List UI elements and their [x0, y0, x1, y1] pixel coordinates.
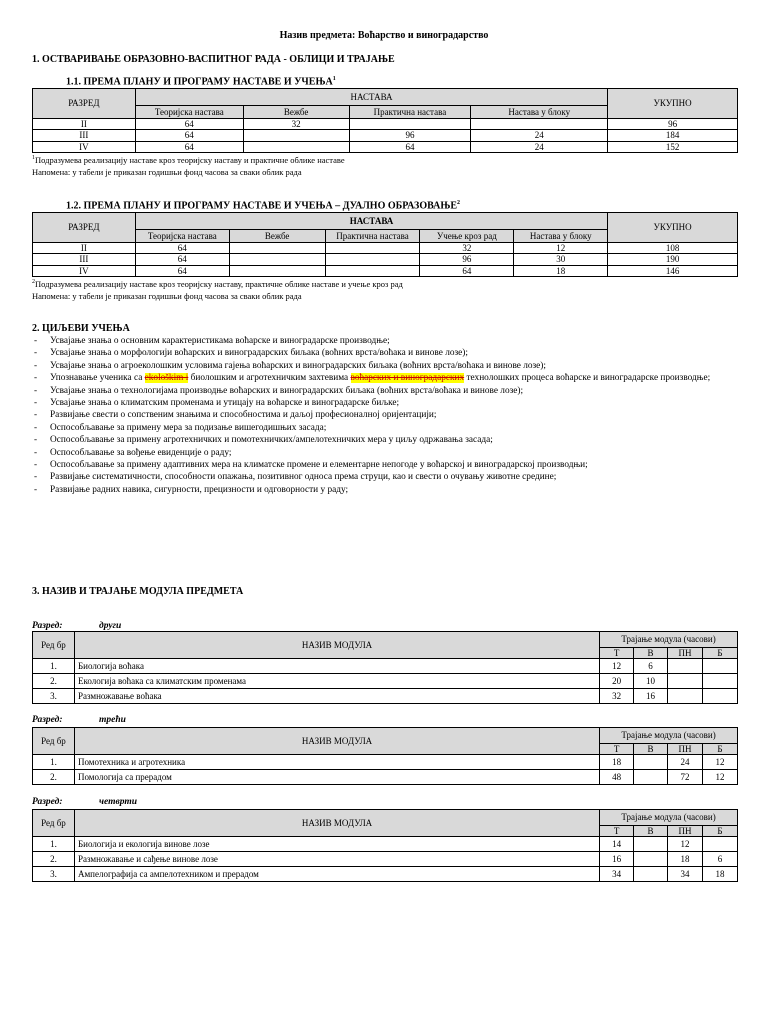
value-cell: 32: [420, 243, 514, 254]
value-cell: 64: [135, 243, 229, 254]
list-item: - Оспособљавање за примену мера за подизање вишегодишњих засада;: [32, 422, 738, 434]
hdr-no: Ред бр: [33, 632, 75, 659]
hdr-module-name: НАЗИВ МОДУЛА: [74, 728, 599, 755]
table-2-heading: 1.2. ПРЕМА ПЛАНУ И ПРОГРАМУ НАСТАВЕ И УЧЕЊА – ДУАЛНО ОБРАЗОВАЊЕ$^2$: [66, 200, 461, 212]
grade-label: Разред:: [32, 621, 63, 631]
table-row: [33, 254, 738, 265]
grade-name: трећи: [99, 715, 126, 725]
value-cell: [668, 689, 703, 704]
row-number: 1.: [33, 837, 75, 852]
value-cell: 12: [703, 770, 738, 785]
module-name: Размножавање и сађење винове лозе: [74, 852, 599, 867]
grade-label: Разред:: [32, 797, 63, 807]
value-cell: [634, 837, 668, 852]
t2-col-header: Учење кроз рад: [420, 230, 514, 243]
table-row: [33, 119, 738, 130]
total-cell: 190: [608, 254, 738, 265]
table-row: [33, 837, 738, 852]
value-cell: [634, 755, 668, 770]
hdr-module-name: НАЗИВ МОДУЛА: [74, 810, 599, 837]
row-number: 1.: [33, 755, 75, 770]
list-item: - Оспособљавање за вођење евиденције о раду;: [32, 447, 738, 459]
modules-table-grade-4: [32, 809, 738, 882]
grade-cell: II: [33, 243, 136, 254]
value-cell: [634, 867, 668, 882]
value-cell: [703, 659, 738, 674]
hdr-duration: Трајање модула (часови): [600, 728, 738, 744]
value-cell: [703, 837, 738, 852]
hdr-col: ПН: [668, 826, 703, 837]
value-cell: [703, 674, 738, 689]
value-cell: 18: [600, 755, 634, 770]
row-number: 2.: [33, 852, 75, 867]
value-cell: 64: [420, 265, 514, 276]
table-row: [33, 130, 738, 141]
grade-cell: II: [33, 119, 136, 130]
t1-col-header: Практична настава: [349, 106, 471, 119]
value-cell: 12: [668, 837, 703, 852]
table-row: [33, 141, 738, 152]
value-cell: 12: [514, 243, 608, 254]
grade-name: четврти: [99, 797, 138, 807]
modules-table-grade-2: [32, 631, 738, 704]
value-cell: 64: [135, 130, 243, 141]
t2-nastava-header: НАСТАВА: [135, 213, 607, 230]
value-cell: [229, 254, 325, 265]
hdr-col: В: [634, 744, 668, 755]
value-cell: 16: [600, 852, 634, 867]
table-row: [33, 674, 738, 689]
section-3-heading: 3. НАЗИВ И ТРАЈАЊЕ МОДУЛА ПРЕДМЕТА: [32, 586, 244, 597]
table-row: [33, 265, 738, 276]
list-item: - Усвајање знања о основним карактеристикама воћарске и виноградарске производње;: [32, 335, 738, 347]
value-cell: 32: [600, 689, 634, 704]
value-cell: [703, 689, 738, 704]
total-cell: 152: [608, 141, 738, 152]
value-cell: [668, 659, 703, 674]
module-name: Размножавање воћака: [74, 689, 599, 704]
value-cell: 32: [243, 119, 349, 130]
table-row: [33, 852, 738, 867]
row-number: 3.: [33, 867, 75, 882]
value-cell: 24: [471, 141, 608, 152]
value-cell: [325, 265, 420, 276]
value-cell: 64: [135, 265, 229, 276]
value-cell: 10: [634, 674, 668, 689]
value-cell: 34: [600, 867, 634, 882]
value-cell: 64: [135, 119, 243, 130]
hdr-col: В: [634, 648, 668, 659]
hdr-col: Б: [703, 826, 738, 837]
table-1-hours: [32, 88, 738, 153]
value-cell: 18: [514, 265, 608, 276]
t1-col-header: Настава у блоку: [471, 106, 608, 119]
section-2-heading: 2. ЦИЉЕВИ УЧЕЊА: [32, 323, 130, 334]
grade-cell: III: [33, 130, 136, 141]
value-cell: 12: [600, 659, 634, 674]
hdr-module-name: НАЗИВ МОДУЛА: [74, 632, 599, 659]
grade-label: Разред:: [32, 715, 63, 725]
t2-grade-header: РАЗРЕД: [33, 213, 136, 243]
grade-cell: III: [33, 254, 136, 265]
table-2-remark: Напомена: у табели је приказан годишњи фонд часова за сваки облик рада: [32, 291, 302, 301]
module-name: Ампелографија са ампелотехником и прерадом: [74, 867, 599, 882]
total-cell: 146: [608, 265, 738, 276]
module-name: Биологија воћака: [74, 659, 599, 674]
value-cell: 14: [600, 837, 634, 852]
row-number: 1.: [33, 659, 75, 674]
t1-nastava-header: НАСТАВА: [135, 89, 607, 106]
value-cell: 96: [420, 254, 514, 265]
total-cell: 184: [608, 130, 738, 141]
row-number: 2.: [33, 770, 75, 785]
module-name: Екологија воћака са климатским променама: [74, 674, 599, 689]
modules-table-grade-3: [32, 727, 738, 785]
grade-cell: IV: [33, 265, 136, 276]
hdr-duration: Трајање модула (часови): [600, 810, 738, 826]
t2-col-header: Практична настава: [325, 230, 420, 243]
table-row: [33, 689, 738, 704]
value-cell: [668, 674, 703, 689]
value-cell: 18: [703, 867, 738, 882]
subject-title: Назив предмета: Воћарство и виноградарство: [279, 30, 489, 41]
total-cell: 96: [608, 119, 738, 130]
list-item: - Усвајање знања о морфологији воћарских и виноградарских биљака (воћних врста/воћака и винове лозе);: [32, 347, 738, 359]
list-item: - Усвајање знања о технологијама производње воћарских и виноградарских биљака (воћних врста/воћака и винове лозе);: [32, 385, 738, 397]
struck-text: ekološkim i: [144, 373, 189, 384]
list-item: - Оспособљавање за примену адаптивних мера на климатске промене и елементарне непогоде у воћарској и виноградарској производњи;: [32, 459, 738, 471]
hdr-col: Т: [600, 648, 634, 659]
value-cell: 30: [514, 254, 608, 265]
value-cell: 12: [703, 755, 738, 770]
hdr-no: Ред бр: [33, 810, 75, 837]
table-row: [33, 755, 738, 770]
value-cell: 6: [703, 852, 738, 867]
value-cell: [471, 119, 608, 130]
total-cell: 108: [608, 243, 738, 254]
t2-col-header: Вежбе: [229, 230, 325, 243]
grade-cell: IV: [33, 141, 136, 152]
value-cell: 16: [634, 689, 668, 704]
value-cell: 72: [668, 770, 703, 785]
t2-col-header: Настава у блоку: [514, 230, 608, 243]
row-number: 3.: [33, 689, 75, 704]
value-cell: [243, 130, 349, 141]
t2-total-header: УКУПНО: [608, 213, 738, 243]
table-row: [33, 659, 738, 674]
section-1-heading: 1. ОСТВАРИВАЊЕ ОБРАЗОВНО-ВАСПИТНОГ РАДА - ОБЛИЦИ И ТРАЈАЊЕ: [32, 54, 395, 65]
list-item: - Оспособљавање за примену агротехничких и помотехничких/ампелотехничких мера у циљу одржавања засада;: [32, 434, 738, 446]
list-item: - Развијање радних навика, сигурности, прецизности и одговорности у раду;: [32, 484, 738, 496]
value-cell: [229, 265, 325, 276]
value-cell: 24: [668, 755, 703, 770]
hdr-no: Ред бр: [33, 728, 75, 755]
value-cell: 48: [600, 770, 634, 785]
value-cell: 64: [135, 254, 229, 265]
value-cell: 64: [349, 141, 471, 152]
table-row: [33, 770, 738, 785]
value-cell: 6: [634, 659, 668, 674]
goals-list: [32, 335, 738, 496]
value-cell: 20: [600, 674, 634, 689]
t1-grade-header: РАЗРЕД: [33, 89, 136, 119]
hdr-col: ПН: [668, 648, 703, 659]
value-cell: [325, 243, 420, 254]
table-2-footnote: $^2$Подразумева реализацију наставе кроз теоријску наставу, практичне облике наставе и учење кроз рад: [32, 279, 403, 289]
hdr-col: ПН: [668, 744, 703, 755]
table-row: [33, 243, 738, 254]
table-1-remark: Напомена: у табели је приказан годишњи фонд часова за сваки облик рада: [32, 167, 302, 177]
t2-col-header: Теоријска настава: [135, 230, 229, 243]
hdr-col: Т: [600, 826, 634, 837]
list-item: - Развијање свести о сопственим знањима и способностима и даљој професионалној оријентацији;: [32, 409, 738, 421]
struck-text: воћарских и виноградарских: [350, 373, 465, 384]
value-cell: [349, 119, 471, 130]
value-cell: [243, 141, 349, 152]
value-cell: 24: [471, 130, 608, 141]
list-item: - Развијање систематичности, способности опажања, позитивног односа према струци, као и свести о очувању животне средине;: [32, 471, 738, 483]
hdr-col: Б: [703, 744, 738, 755]
list-item: - Упознавање ученика са ekološkim i биолошким и агротехничким захтевима воћарских и виноградарских технолошких процеса воћарске и виноградарске производње;: [32, 372, 738, 384]
module-name: Помологија са прерадом: [74, 770, 599, 785]
grade-name: други: [99, 621, 122, 631]
value-cell: [325, 254, 420, 265]
t1-col-header: Теоријска настава: [135, 106, 243, 119]
value-cell: 18: [668, 852, 703, 867]
hdr-col: Б: [703, 648, 738, 659]
value-cell: 34: [668, 867, 703, 882]
hdr-col: Т: [600, 744, 634, 755]
module-name: Помотехника и агротехника: [74, 755, 599, 770]
hdr-col: В: [634, 826, 668, 837]
t1-col-header: Вежбе: [243, 106, 349, 119]
t1-total-header: УКУПНО: [608, 89, 738, 119]
hdr-duration: Трајање модула (часови): [600, 632, 738, 648]
table-1-footnote: $^1$Подразумева реализацију наставе кроз теоријску наставу и практичне облике наставе: [32, 155, 345, 165]
value-cell: 64: [135, 141, 243, 152]
table-1-heading: 1.1. ПРЕМА ПЛАНУ И ПРОГРАМУ НАСТАВЕ И УЧЕЊА$^1$: [66, 76, 336, 88]
list-item: - Усвајање знања о агроеколошким условима гајења воћарских и виноградарских биљака (воћних врста/воћака и винове лозе);: [32, 360, 738, 372]
value-cell: [634, 852, 668, 867]
list-item: - Усвајање знања о климатским променама и утицају на воћарске и виноградарске биљке;: [32, 397, 738, 409]
value-cell: [229, 243, 325, 254]
table-2-dual-hours: [32, 212, 738, 277]
value-cell: 96: [349, 130, 471, 141]
module-name: Биологија и екологија винове лозе: [74, 837, 599, 852]
table-row: [33, 867, 738, 882]
row-number: 2.: [33, 674, 75, 689]
value-cell: [634, 770, 668, 785]
